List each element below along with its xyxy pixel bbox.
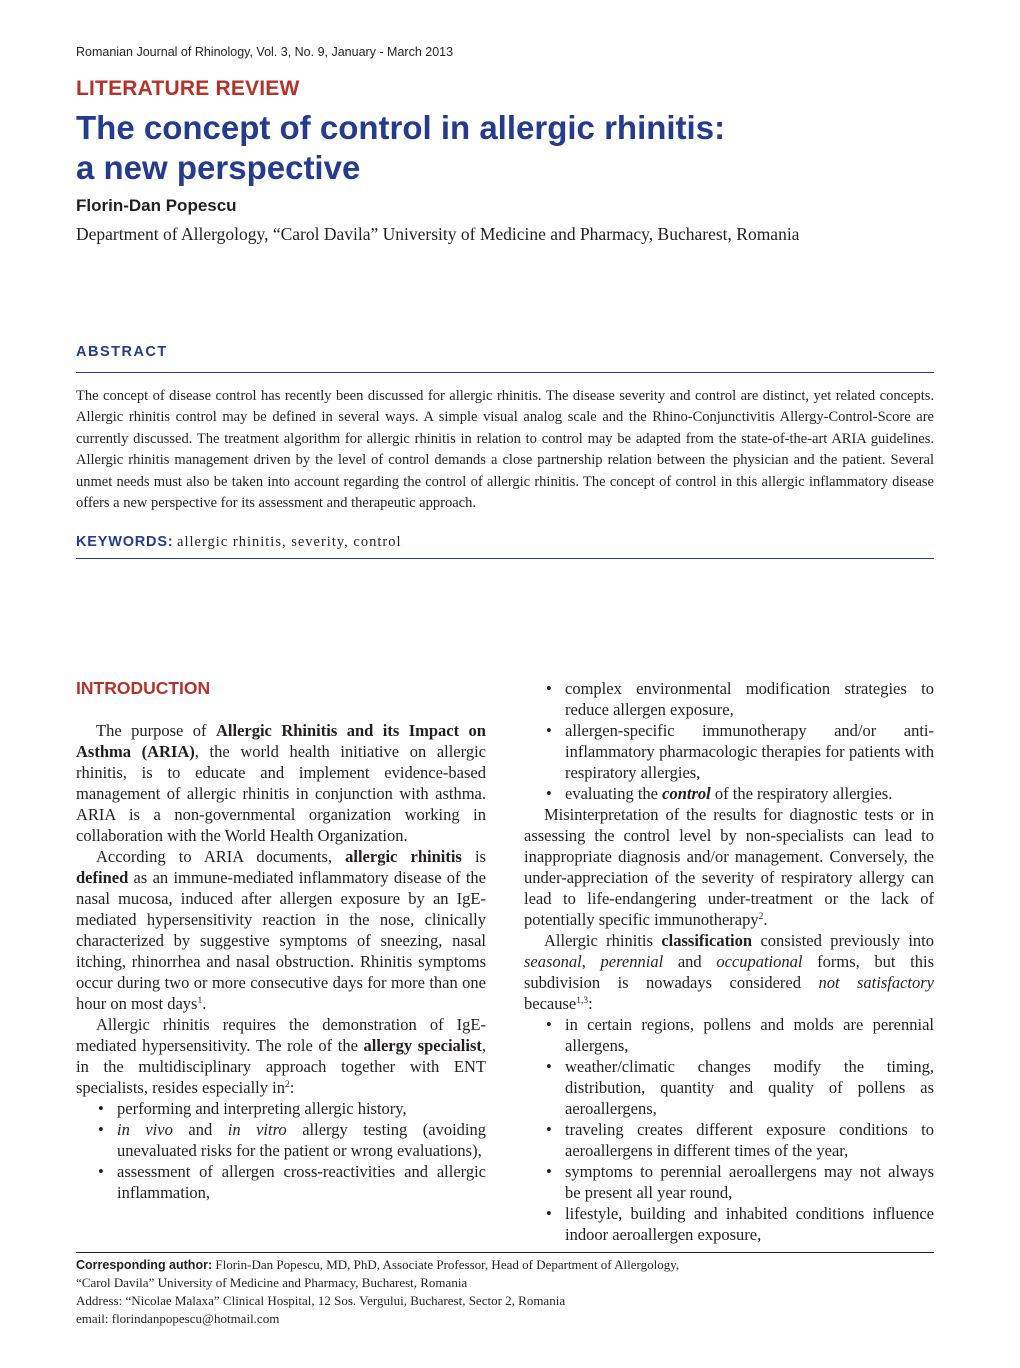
footnote-line-2: “Carol Davila” University of Medicine and Pharmacy, Bucharest, Romania — [76, 1275, 468, 1290]
keywords-label: KEYWORDS: — [76, 534, 174, 550]
list-item: • allergen-specific immunotherapy and/or anti-inflammatory pharmacologic therapies for patients with respiratory allergies, — [546, 721, 934, 782]
list-item: • assessment of allergen cross-reactivities and allergic inflammation, — [98, 1162, 486, 1202]
paragraph-specialist: Allergic rhinitis requires the demonstration of IgE-mediated hypersensitivity. The role of the allergy specialist, in the multidisciplinary approach together with ENT specialists, resides especially $in^2$: — [76, 1015, 486, 1097]
abstract-bottom-rule — [76, 558, 934, 559]
list-item: • in certain regions, pollens and molds are perennial allergens, — [546, 1015, 934, 1055]
paragraph-aria: The purpose of Allergic Rhinitis and its Impact on Asthma (ARIA), the world health initiative on allergic rhinitis, is to educate and implement evidence-based management of allergic rhinitis in conjunction with asthma. ARIA is a non-governmental organization working in collaboration with the World Health Organization. — [76, 721, 486, 845]
title-line-2: a new perspective — [76, 149, 361, 186]
abstract-top-rule — [76, 372, 934, 373]
list-item: • traveling creates different exposure conditions to aeroallergens in different times of the year, — [546, 1120, 934, 1160]
corresponding-author-footnote — [76, 1256, 946, 1328]
abstract-text: The concept of disease control has recently been discussed for allergic rhinitis. The disease severity and control are distinct, yet related concepts. Allergic rhinitis control may be defined in several ways. A simple visual analog scale and the Rhino-Conjunctivitis Allergy-Control-Score are currently discussed. The treatment algorithm for allergic rhinitis in relation to control may be adapted from the state-of-the-art ARIA guidelines. Allergic rhinitis management driven by the level of control demands a close partnership relation between the physician and the patient. Several unmet needs must also be taken into account regarding the control of allergic rhinitis. The concept of control in this allergic inflammatory disease offers a new perspective for its assessment and therapeutic approach. — [76, 388, 934, 512]
keywords-text: allergic rhinitis, severity, control — [177, 534, 402, 550]
list-item: • evaluating the control of the respiratory allergies. — [546, 784, 893, 803]
author-affiliation: Department of Allergology, “Carol Davila” University of Medicine and Pharmacy, Bucharest, Romania — [76, 224, 800, 244]
paragraph-classification: Allergic rhinitis classification consisted previously into seasonal, perennial and occupational forms, but this subdivision is nowadays considered not satisfactory because$^{1,3}$: — [524, 931, 935, 1013]
list-item: • lifestyle, building and inhabited conditions influence indoor aeroallergen exposure, — [546, 1204, 934, 1244]
footnote-line-1: Corresponding author: Florin-Dan Popescu, MD, PhD, Associate Professor, Head of Department of Allergology, — [76, 1257, 680, 1272]
list-item: • symptoms to perennial aeroallergens may not always be present all year round, — [546, 1162, 934, 1202]
footnote-label: Corresponding author: — [76, 1258, 213, 1272]
list-item: • weather/climatic changes modify the timing, distribution, quantity and quality of pollens as aeroallergens, — [546, 1057, 934, 1118]
specialist-role-list-continued — [524, 678, 934, 804]
abstract-heading: ABSTRACT — [76, 344, 168, 360]
right-column — [524, 678, 934, 1245]
footnote-email[interactable]: email: florindanpopescu@hotmail.com — [76, 1311, 280, 1326]
journal-citation: Romanian Journal of Rhinology, Vol. 3, No. 9, January - March 2013 — [76, 45, 454, 59]
footnote-address: Address: “Nicolae Malaxa” Clinical Hospital, 12 Sos. Vergului, Bucharest, Sector 2, Romania — [76, 1293, 566, 1308]
paragraph-misinterpretation: Misinterpretation of the results for diagnostic tests or in assessing the control level by non-specialists can lead to inappropriate diagnosis and/or management. Conversely, the under-appreciation of the severity of respiratory allergy can lead to life-endangering under-treatment or the lack of potentially specific immunotherapy$^2$. — [524, 805, 934, 929]
classification-reasons-list — [524, 1014, 934, 1245]
left-column — [76, 678, 486, 1203]
author-name: Florin-Dan Popescu — [76, 196, 237, 215]
paragraph-definition: According to ARIA documents, allergic rhinitis is defined as an immune-mediated inflammatory disease of the nasal mucosa, induced after allergen exposure by an IgE-mediated hypersensitivity reaction in the nose, clinically characterized by suggestive symptoms of sneezing, nasal itching, rhinorrhea and nasal obstruction. Rhinitis symptoms occur during two or more consecutive days for more than one hour on most days$^1$. — [76, 847, 486, 1013]
specialist-role-list — [76, 1098, 486, 1203]
introduction-heading: INTRODUCTION — [76, 678, 211, 698]
list-item: • complex environmental modification strategies to reduce allergen exposure, — [546, 679, 934, 719]
title-line-1: The concept of control in allergic rhinitis: — [76, 109, 726, 146]
article-title — [76, 108, 956, 188]
footer-rule — [76, 1252, 934, 1253]
section-label: LITERATURE REVIEW — [76, 77, 300, 100]
list-item: • performing and interpreting allergic history, — [98, 1099, 407, 1118]
keywords-line — [76, 534, 402, 551]
list-item: • in vivo and in vitro allergy testing (avoiding unevaluated risks for the patient or wrong evaluations), — [98, 1120, 487, 1160]
